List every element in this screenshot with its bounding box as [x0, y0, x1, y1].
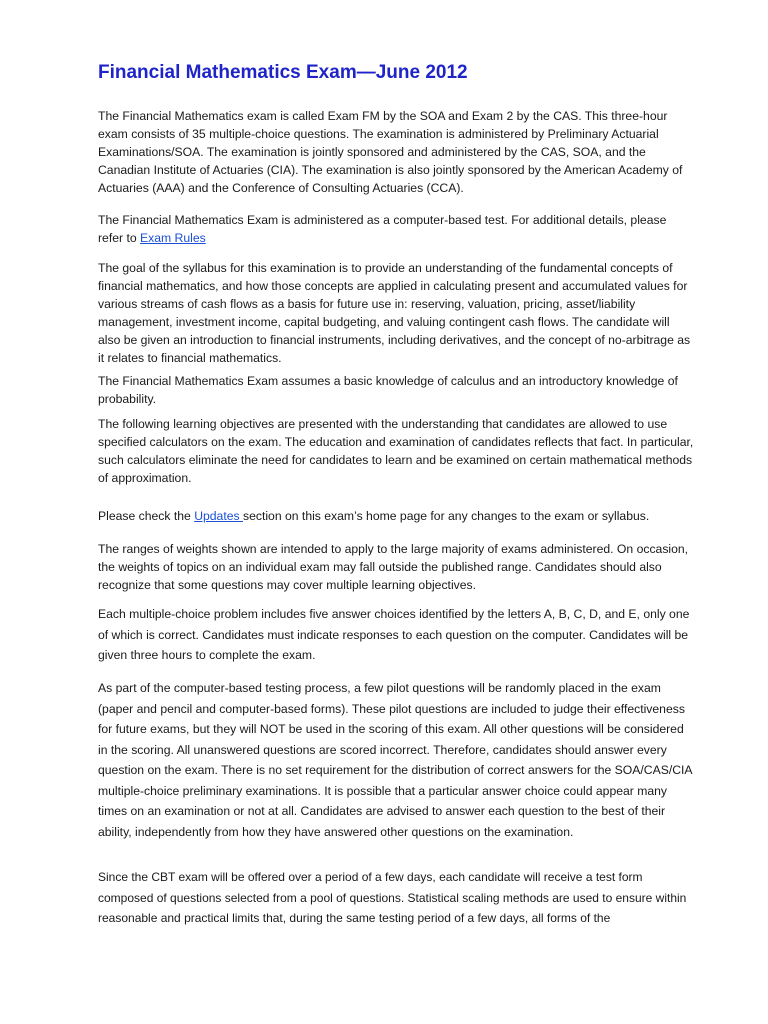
updates-paragraph: [98, 507, 694, 525]
weights-paragraph: The ranges of weights shown are intended to apply to the large majority of exams administered. On occasion, the weights of topics on an individual exam may fall outside the published range. Candidates should also recognize that some questions may cover multiple learning objectives.: [98, 542, 689, 592]
computer-test-paragraph: [98, 211, 694, 247]
updates-link[interactable]: Updates: [194, 509, 243, 523]
prerequisites-paragraph: The Financial Mathematics Exam assumes a basic knowledge of calculus and an introductory knowledge of probability.: [98, 374, 678, 406]
answer-choices-paragraph: Each multiple-choice problem includes five answer choices identified by the letters A, B, C, D, and E, only one of which is correct. Candidates must indicate responses to each question on the computer. Candidates will be given three hours to complete the exam.: [98, 607, 690, 662]
updates-text-after: section on this exam’s home page for any changes to the exam or syllabus.: [242, 509, 650, 523]
page-title: Financial Mathematics Exam—June 2012: [98, 62, 468, 83]
updates-text-before: Please check the: [98, 509, 195, 523]
intro-paragraph: The Financial Mathematics exam is called Exam FM by the SOA and Exam 2 by the CAS. This three-hour exam consists of 35 multiple-choice questions. The examination is administered by Preliminary Actuarial Examinations/SOA. The examination is jointly sponsored and administered by the CAS, SOA, and the Canadian Institute of Actuaries (CIA). The examination is also jointly sponsored by the American Academy of Actuaries (AAA) and the Conference of Consulting Actuaries (CCA).: [98, 109, 683, 195]
learning-objectives-paragraph: The following learning objectives are presented with the understanding that candidates are allowed to use specified calculators on the exam. The education and examination of candidates reflects that fact. In particular, such calculators eliminate the need for candidates to learn and be examined on certain mathematical methods of approximation.: [98, 417, 694, 485]
exam-rules-link[interactable]: Exam Rules: [140, 231, 206, 245]
pilot-questions-paragraph: As part of the computer-based testing process, a few pilot questions will be randomly placed in the exam (paper and pencil and computer-based forms). These pilot questions are included to judge their effectiveness for future exams, but they will NOT be used in the scoring of this exam. All other questions will be considered in the scoring. All unanswered questions are scored incorrect. Therefore, candidates should answer every question on the exam. There is no set requirement for the distribution of correct answers for the SOA/CAS/CIA multiple-choice preliminary examinations. It is possible that a particular answer choice could appear many times on an examination or not at all. Candidates are advised to answer each question to the best of their ability, independently from how they have answered other questions on the examination.: [98, 681, 692, 839]
syllabus-goal-paragraph: The goal of the syllabus for this examination is to provide an understanding of the fundamental concepts of financial mathematics, and how those concepts are applied in calculating present and accumulated values for various streams of cash flows as a basis for future use in: reserving, valuation, pricing, asset/liability management, investment income, capital budgeting, and valuing contingent cash flows. The candidate will also be given an introduction to financial instruments, including derivatives, and the concept of no-arbitrage as it relates to financial mathematics.: [98, 261, 691, 365]
cbt-scaling-paragraph: Since the CBT exam will be offered over a period of a few days, each candidate will receive a test form composed of questions selected from a pool of questions. Statistical scaling methods are used to ensure within reasonable and practical limits that, during the same testing period of a few days, all forms of the: [98, 870, 687, 925]
computer-test-text: The Financial Mathematics Exam is administered as a computer-based test. For additional details, please refer to: [98, 213, 667, 245]
